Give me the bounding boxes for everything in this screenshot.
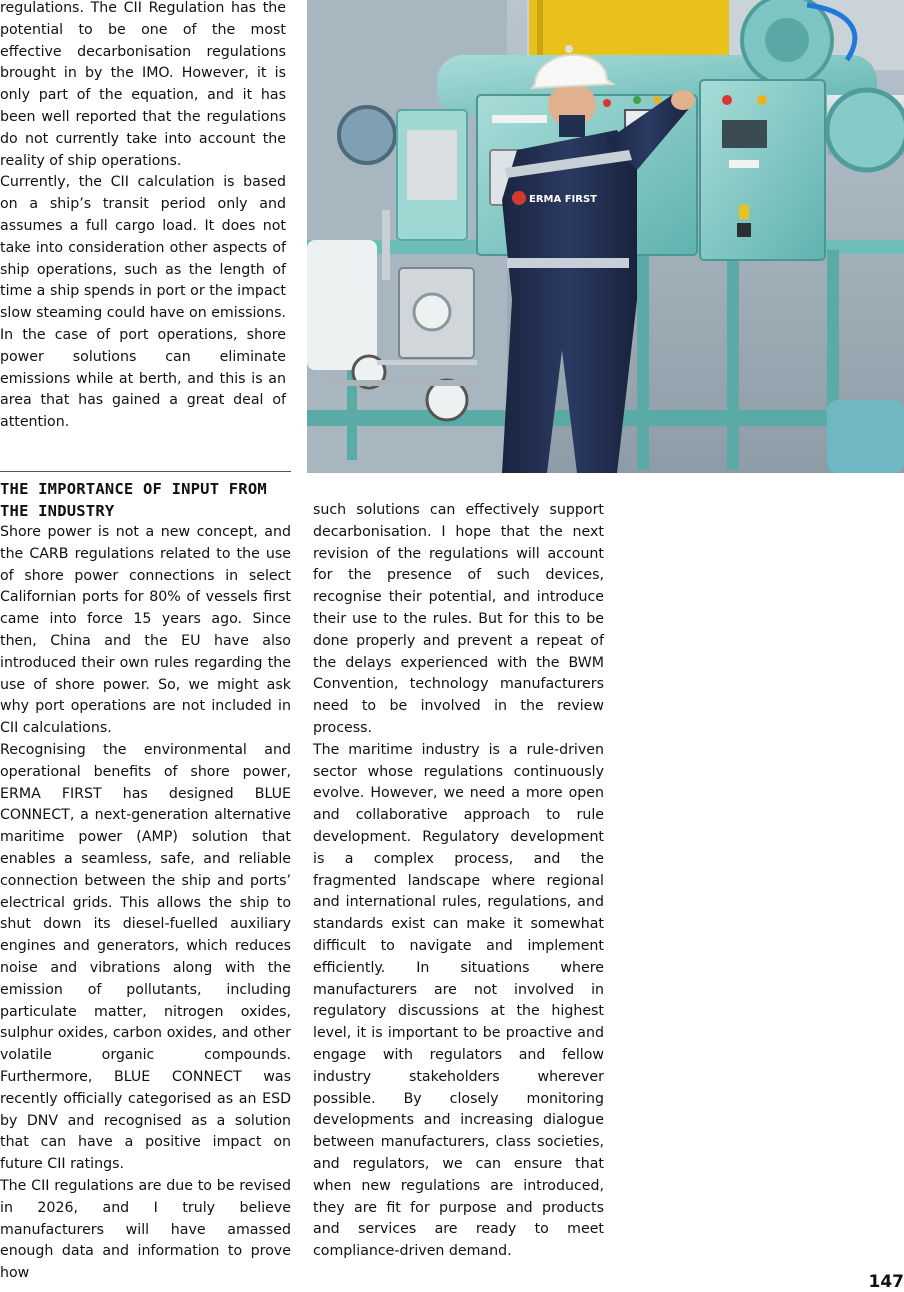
- paragraph: The maritime industry is a rule-driven sector whose regulations continuously evolve. However, we need a more open and collaborative approach to rule development. Regulatory development is a complex process, and the fragmented landscape where regional and international rules, regulations, and standards exist can make it somewhat difficult to navigate and implement efficiently. In situations where manufacturers are not involved in regulatory discussions at the highest level, it is important to be proactive and engage with regulators and fellow industry stakeholders wherever possible. By closely monitoring developments and increasing dialogue between manufacturers, class societies, and regulators, we can ensure that when new regulations are introduced, they are fit for purpose and products and services are ready to meet compliance-driven demand.: [313, 740, 604, 1263]
- paragraph: Shore power is not a new concept, and the CARB regulations related to the use of shore power connections in select Californian ports for 80% of vessels first came into force 15 years ago. Since then, China and the EU have also introduced their own rules regarding the use of shore power. So, we might ask why port operations are not included in CII calculations.: [0, 522, 291, 740]
- page-number: 147: [869, 1272, 904, 1292]
- paragraph: regulations. The CII Regulation has the potential to be one of the most effective decarbonisation regulations brought in by the IMO. However, it is only part of the equation, and it has been well reported that the regulations do not currently take into account the reality of ship operations.: [0, 0, 286, 172]
- article-column-middle: [313, 500, 604, 1263]
- paragraph: Recognising the environmental and operational benefits of shore power, ERMA FIRST has designed BLUE CONNECT, a next-generation alternative maritime power (AMP) solution that enables a seamless, safe, and reliable connection between the ship and ports’ electrical grids. This allows the ship to shut down its diesel-fuelled auxiliary engines and generators, which reduces noise and vibrations along with the emission of pollutants, including particulate matter, nitrogen oxides, sulphur oxides, carbon oxides, and other volatile organic compounds. Furthermore, BLUE CONNECT was recently officially categorised as an ESD by DNV and recognised as a solution that can have a positive impact on future CII ratings.: [0, 740, 291, 1176]
- article-column-left-top: [0, 0, 286, 434]
- article-column-left-bottom: [0, 478, 291, 1285]
- paragraph: In the case of port operations, shore power solutions can eliminate emissions while at berth, and this is an area that has gained a great deal of attention.: [0, 325, 286, 434]
- paragraph: The CII regulations are due to be revised in 2026, and I truly believe manufacturers will have amassed enough data and information to prove how: [0, 1176, 291, 1285]
- industrial-equipment-illustration: [307, 0, 904, 473]
- paragraph: Currently, the CII calculation is based on a ship’s transit period only and assumes a full cargo load. It does not take into consideration other aspects of ship operations, such as the length of time a ship spends in port or the impact slow steaming could have on emissions.: [0, 172, 286, 325]
- shirt-logo-text: ERMA FIRST: [529, 194, 597, 205]
- paragraph: such solutions can effectively support decarbonisation. I hope that the next revision of the regulations will account for the presence of such devices, recognise their potential, and introduce their use to the rules. But for this to be done properly and prevent a repeat of the delays experienced with the BWM Convention, technology manufacturers need to be involved in the review process.: [313, 500, 604, 740]
- section-heading: THE IMPORTANCE OF INPUT FROM THE INDUSTRY: [0, 478, 291, 522]
- section-divider: [0, 471, 291, 472]
- engineer-photo: [307, 0, 904, 473]
